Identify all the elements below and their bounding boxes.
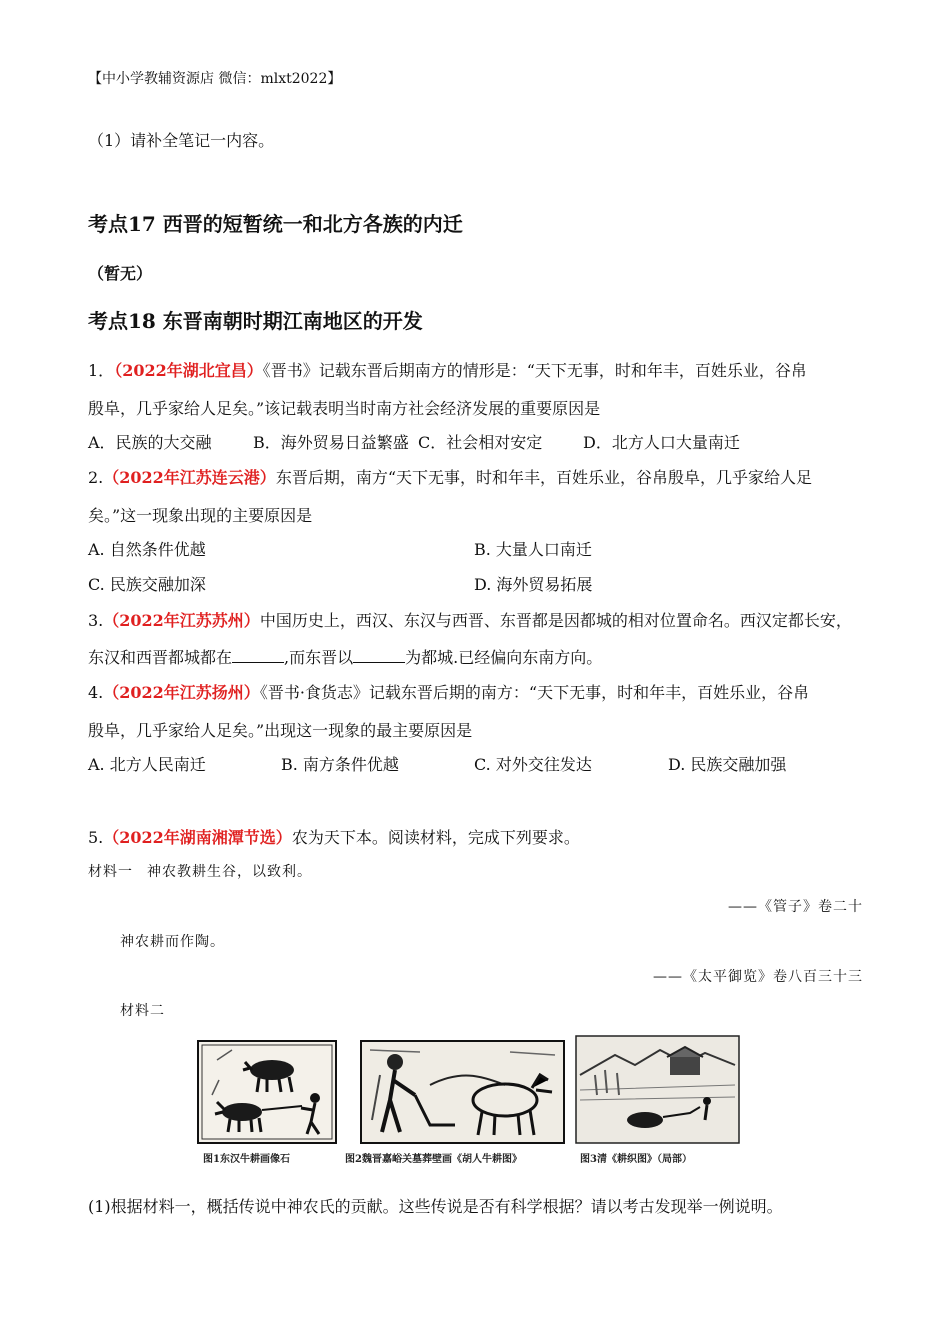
question-text: 《晋书》记载东晋后期南方的情形是：“天下无事，时和年丰，百姓乐业，谷帛 xyxy=(262,361,807,380)
question-1-line1 xyxy=(88,358,807,381)
section-17-title: 考点17 西晋的短暂统一和北方各族的内迁 xyxy=(88,212,463,236)
question-3-line1 xyxy=(88,608,852,631)
question-text: 东晋后期，南方“天下无事，时和年丰，百姓乐业，谷帛殷阜，几乎家给人足 xyxy=(275,468,812,487)
question-text: 中国历史上，西汉、东汉与西晋、东晋都是因都城的相对位置命名。西汉定都长安， xyxy=(259,611,852,630)
figure-1-caption: 图1东汉牛耕画像石 xyxy=(203,1154,290,1165)
option-d: D．北方人口大量南迁 xyxy=(583,433,740,452)
question-2-line2: 矣。”这一现象出现的主要原因是 xyxy=(88,506,313,525)
question-number: 4. xyxy=(88,683,104,702)
note-instruction: （1）请补全笔记一内容。 xyxy=(88,131,275,150)
material-text: 神农教耕生谷，以致利。 xyxy=(147,864,312,880)
option-c: C. 民族交融加深 xyxy=(88,575,206,594)
material-1b-citation: ——《太平御览》卷八百三十三 xyxy=(653,969,863,985)
question-text: 为都城.已经偏向东南方向。 xyxy=(405,648,603,667)
material-2-label: 材料二 xyxy=(120,1003,165,1019)
question-4-line1 xyxy=(88,680,809,703)
question-2-line1 xyxy=(88,465,812,488)
question-4-line2: 殷阜，几乎家给人足矣。”出现这一现象的最主要原因是 xyxy=(88,721,473,740)
question-number: 3. xyxy=(88,611,104,630)
option-b: B．海外贸易日益繁盛 xyxy=(253,433,409,452)
question-source: （2022年湖北宜昌） xyxy=(114,361,263,380)
material-1b-text: 神农耕而作陶。 xyxy=(120,934,225,950)
section-17-note: （暂无） xyxy=(88,264,153,283)
answer-blank[interactable] xyxy=(353,648,405,663)
question-source: （2022年江苏扬州） xyxy=(103,683,260,702)
answer-blank[interactable] xyxy=(232,648,284,663)
question-1-line2: 殷阜，几乎家给人足矣。”该记载表明当时南方社会经济发展的重要原因是 xyxy=(88,399,601,418)
option-d: D. 民族交融加强 xyxy=(668,755,787,774)
question-source: （2022年江苏苏州） xyxy=(103,611,260,630)
section-18-title: 考点18 东晋南朝时期江南地区的开发 xyxy=(88,309,423,333)
option-a: A．民族的大交融 xyxy=(88,433,212,452)
question-text: 农为天下本。阅读材料，完成下列要求。 xyxy=(291,828,580,847)
question-text: 《晋书·食货志》记载东晋后期的南方：“天下无事，时和年丰，百姓乐业，谷帛 xyxy=(259,683,810,702)
question-3-line2 xyxy=(88,645,602,668)
figure-3-caption: 图3清《耕织图》（局部） xyxy=(580,1154,692,1165)
figure-3-qing-farming-picture-image xyxy=(575,1035,740,1144)
option-c: C．社会相对安定 xyxy=(418,433,543,452)
figure-2-hu-ox-plowing-mural-image xyxy=(360,1040,565,1144)
option-c: C. 对外交往发达 xyxy=(474,755,592,774)
material-1 xyxy=(88,861,312,881)
option-a: A. 北方人民南迁 xyxy=(88,755,206,774)
material-label: 材料一 xyxy=(88,864,133,880)
question-number: 1． xyxy=(88,361,115,380)
figure-1-oxen-plowing-image xyxy=(197,1040,337,1144)
option-a: A. 自然条件优越 xyxy=(88,540,206,559)
option-b: B. 大量人口南迁 xyxy=(474,540,592,559)
header-watermark: 【中小学教辅资源店 微信：mlxt2022】 xyxy=(88,71,342,87)
question-text: ,而东晋以 xyxy=(284,648,354,667)
question-5-line1 xyxy=(88,825,580,848)
option-b: B. 南方条件优越 xyxy=(281,755,399,774)
material-1-citation: ——《管子》卷二十 xyxy=(728,899,863,915)
question-number: 2. xyxy=(88,468,104,487)
question-source: （2022年江苏连云港） xyxy=(103,468,276,487)
option-d: D. 海外贸易拓展 xyxy=(474,575,593,594)
question-source: （2022年湖南湘潭节选） xyxy=(103,828,292,847)
question-text: 东汉和西晋都城都在 xyxy=(88,648,233,667)
question-number: 5. xyxy=(88,828,104,847)
figure-2-caption: 图2魏晋嘉峪关墓葬壁画《胡人牛耕图》 xyxy=(345,1154,522,1165)
question-5-sub1: (1)根据材料一，概括传说中神农氏的贡献。这些传说是否有科学根据？请以考古发现举一例说明。 xyxy=(88,1197,783,1216)
